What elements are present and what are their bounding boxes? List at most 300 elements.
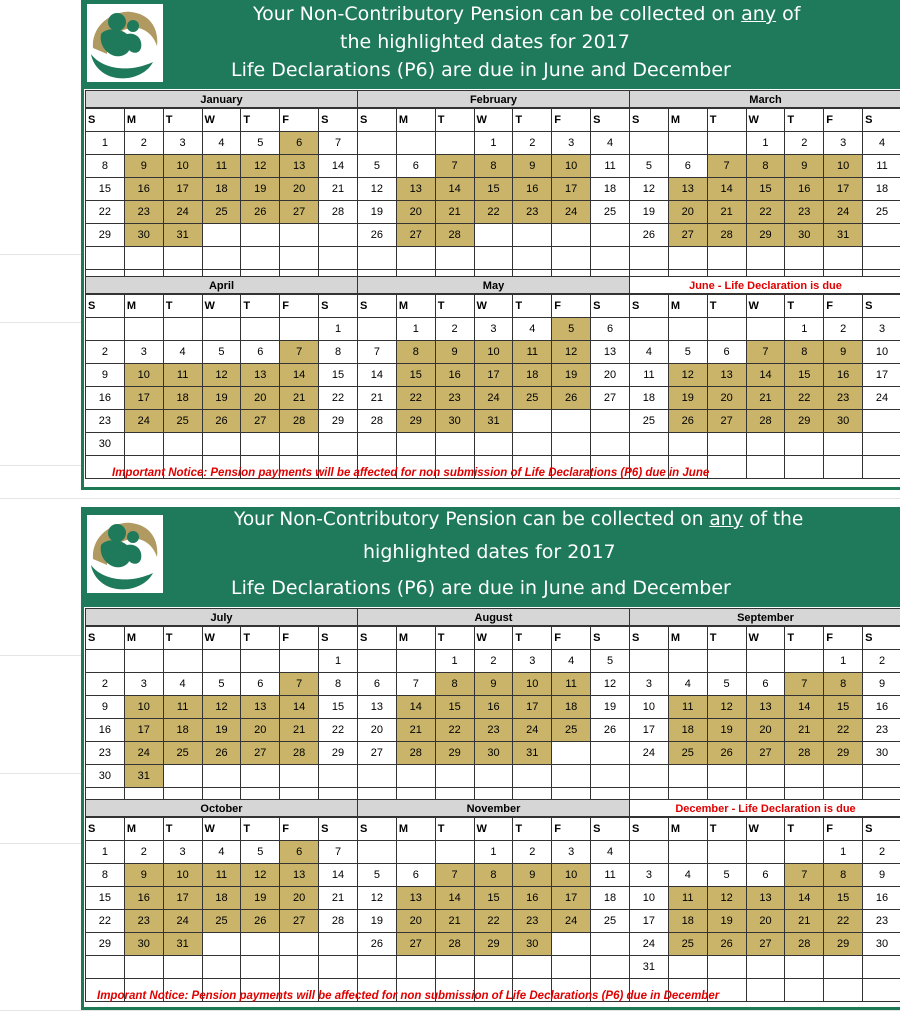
day-cell: 20 xyxy=(280,887,319,910)
day-cell: 23 xyxy=(824,387,863,410)
day-cell: 16 xyxy=(513,178,552,201)
weekday-header: W xyxy=(202,818,241,841)
day-cell: 6 xyxy=(241,673,280,696)
day-cell: 6 xyxy=(396,155,435,178)
day-cell: 2 xyxy=(513,132,552,155)
calendar-panel-2 xyxy=(81,607,900,1010)
day-cell: 17 xyxy=(474,364,513,387)
banner-title-2-line3: Life Declarations (P6) are due in June and December xyxy=(231,577,731,599)
weekday-header: T xyxy=(435,818,474,841)
month-calendar xyxy=(357,276,630,479)
day-cell: 18 xyxy=(668,910,707,933)
day-cell: 30 xyxy=(435,410,474,433)
day-cell: 6 xyxy=(591,318,630,341)
day-cell: 8 xyxy=(746,155,785,178)
day-cell: 26 xyxy=(241,910,280,933)
day-cell: 31 xyxy=(474,410,513,433)
day-cell: 5 xyxy=(552,318,591,341)
day-cell: 14 xyxy=(280,696,319,719)
day-cell: 15 xyxy=(746,178,785,201)
day-cell: 8 xyxy=(474,155,513,178)
day-cell: 21 xyxy=(435,910,474,933)
day-cell: 14 xyxy=(746,364,785,387)
day-cell: 26 xyxy=(552,387,591,410)
weekday-header: T xyxy=(707,295,746,318)
day-cell: 15 xyxy=(319,696,358,719)
day-cell xyxy=(202,956,241,979)
month-calendar xyxy=(85,90,358,293)
day-cell: 14 xyxy=(435,178,474,201)
day-cell: 5 xyxy=(202,341,241,364)
day-cell: 25 xyxy=(863,201,900,224)
day-cell xyxy=(241,956,280,979)
day-cell: 1 xyxy=(319,650,358,673)
day-cell xyxy=(435,765,474,788)
day-cell: 20 xyxy=(241,387,280,410)
month-title: July xyxy=(85,608,358,626)
day-cell xyxy=(358,132,397,155)
day-cell: 29 xyxy=(746,224,785,247)
weekday-header: M xyxy=(668,818,707,841)
day-cell: 4 xyxy=(163,341,202,364)
day-cell: 11 xyxy=(591,864,630,887)
day-cell xyxy=(202,318,241,341)
day-cell: 10 xyxy=(630,887,669,910)
day-cell: 28 xyxy=(746,410,785,433)
day-cell xyxy=(785,247,824,270)
day-cell: 3 xyxy=(824,132,863,155)
day-cell: 4 xyxy=(202,132,241,155)
day-cell: 7 xyxy=(435,864,474,887)
day-cell: 18 xyxy=(163,719,202,742)
banner-title-2b: of the xyxy=(743,509,804,530)
day-cell: 21 xyxy=(280,387,319,410)
month-title: April xyxy=(85,276,358,294)
day-cell: 23 xyxy=(513,910,552,933)
month-calendar xyxy=(629,799,900,1002)
day-cell: 18 xyxy=(513,364,552,387)
weekday-header: M xyxy=(124,109,163,132)
day-cell xyxy=(591,224,630,247)
day-cell: 6 xyxy=(746,673,785,696)
day-cell: 2 xyxy=(86,673,125,696)
day-cell: 4 xyxy=(552,650,591,673)
day-cell: 14 xyxy=(785,887,824,910)
day-cell: 27 xyxy=(358,742,397,765)
weekday-header: W xyxy=(746,627,785,650)
weekday-header: S xyxy=(319,818,358,841)
day-cell: 7 xyxy=(707,155,746,178)
day-cell: 27 xyxy=(241,742,280,765)
weekday-header: M xyxy=(668,295,707,318)
day-cell: 19 xyxy=(591,696,630,719)
day-cell xyxy=(746,650,785,673)
day-cell: 29 xyxy=(86,224,125,247)
day-cell: 16 xyxy=(124,887,163,910)
weekday-header: W xyxy=(202,627,241,650)
banner-title-2a: Your Non-Contributory Pension can be collected on xyxy=(234,509,710,530)
day-cell: 29 xyxy=(824,742,863,765)
day-cell: 9 xyxy=(513,155,552,178)
day-cell: 25 xyxy=(163,742,202,765)
day-cell xyxy=(863,956,900,979)
day-cell xyxy=(668,132,707,155)
banner-title-1-line2: the highlighted dates for 2017 xyxy=(340,31,630,53)
day-cell: 7 xyxy=(280,673,319,696)
month-title: September xyxy=(629,608,900,626)
day-cell xyxy=(785,650,824,673)
day-cell: 23 xyxy=(86,410,125,433)
weekday-header: W xyxy=(474,818,513,841)
day-cell: 17 xyxy=(863,364,900,387)
day-cell: 5 xyxy=(591,650,630,673)
day-cell xyxy=(241,224,280,247)
day-cell xyxy=(474,765,513,788)
weekday-header: F xyxy=(280,818,319,841)
day-cell xyxy=(668,956,707,979)
day-cell xyxy=(668,650,707,673)
weekday-header: S xyxy=(86,109,125,132)
day-cell xyxy=(358,765,397,788)
weekday-header: W xyxy=(746,109,785,132)
day-cell xyxy=(280,956,319,979)
day-cell: 9 xyxy=(824,341,863,364)
day-cell: 3 xyxy=(630,864,669,887)
day-cell: 16 xyxy=(824,364,863,387)
weekday-header: S xyxy=(630,109,669,132)
day-cell: 11 xyxy=(513,341,552,364)
weekday-header: F xyxy=(824,627,863,650)
month-title: October xyxy=(85,799,358,817)
day-cell xyxy=(280,247,319,270)
day-cell xyxy=(202,247,241,270)
day-cell: 21 xyxy=(707,201,746,224)
day-cell: 2 xyxy=(785,132,824,155)
day-cell: 24 xyxy=(474,387,513,410)
weekday-header: W xyxy=(202,295,241,318)
day-cell: 17 xyxy=(552,887,591,910)
day-cell: 8 xyxy=(86,155,125,178)
day-cell: 6 xyxy=(707,341,746,364)
day-cell: 30 xyxy=(124,933,163,956)
weekday-header: W xyxy=(474,627,513,650)
day-cell xyxy=(785,841,824,864)
weekday-header: T xyxy=(513,818,552,841)
day-cell: 8 xyxy=(435,673,474,696)
day-cell: 24 xyxy=(124,410,163,433)
day-cell: 18 xyxy=(863,178,900,201)
day-cell: 26 xyxy=(630,224,669,247)
month-calendar xyxy=(629,608,900,811)
day-cell: 14 xyxy=(280,364,319,387)
day-cell: 26 xyxy=(241,201,280,224)
day-cell: 25 xyxy=(630,410,669,433)
day-cell: 15 xyxy=(824,696,863,719)
day-cell: 19 xyxy=(358,910,397,933)
weekday-header: W xyxy=(474,109,513,132)
day-cell xyxy=(863,765,900,788)
day-cell xyxy=(163,956,202,979)
day-cell: 2 xyxy=(513,841,552,864)
day-cell: 26 xyxy=(707,742,746,765)
day-cell: 13 xyxy=(707,364,746,387)
day-cell: 3 xyxy=(552,132,591,155)
day-cell: 30 xyxy=(474,742,513,765)
day-cell: 10 xyxy=(124,696,163,719)
day-cell: 17 xyxy=(552,178,591,201)
day-cell xyxy=(746,318,785,341)
day-cell xyxy=(202,650,241,673)
day-cell: 29 xyxy=(86,933,125,956)
day-cell xyxy=(707,318,746,341)
day-cell: 20 xyxy=(358,719,397,742)
day-cell: 27 xyxy=(746,933,785,956)
day-cell: 10 xyxy=(474,341,513,364)
day-cell: 25 xyxy=(591,201,630,224)
day-cell: 20 xyxy=(241,719,280,742)
day-cell: 16 xyxy=(435,364,474,387)
day-cell: 24 xyxy=(552,910,591,933)
day-cell: 16 xyxy=(124,178,163,201)
day-cell xyxy=(435,956,474,979)
day-cell: 28 xyxy=(785,742,824,765)
day-cell xyxy=(241,650,280,673)
day-cell: 8 xyxy=(86,864,125,887)
day-cell: 28 xyxy=(435,933,474,956)
day-cell: 31 xyxy=(630,956,669,979)
day-cell: 4 xyxy=(513,318,552,341)
day-cell: 2 xyxy=(124,132,163,155)
day-cell: 28 xyxy=(280,742,319,765)
day-cell: 7 xyxy=(785,864,824,887)
day-cell: 16 xyxy=(863,696,900,719)
day-cell: 5 xyxy=(707,864,746,887)
day-cell: 21 xyxy=(319,887,358,910)
weekday-header: T xyxy=(785,818,824,841)
day-cell: 22 xyxy=(396,387,435,410)
day-cell: 17 xyxy=(124,387,163,410)
day-cell xyxy=(396,841,435,864)
day-cell xyxy=(630,841,669,864)
day-cell: 29 xyxy=(319,410,358,433)
day-cell xyxy=(785,433,824,456)
day-cell: 27 xyxy=(668,224,707,247)
day-cell: 6 xyxy=(668,155,707,178)
day-cell: 14 xyxy=(707,178,746,201)
day-cell: 18 xyxy=(202,887,241,910)
day-cell: 25 xyxy=(668,933,707,956)
day-cell: 11 xyxy=(552,673,591,696)
day-cell: 4 xyxy=(591,132,630,155)
weekday-header: S xyxy=(86,295,125,318)
weekday-header: T xyxy=(785,295,824,318)
day-cell xyxy=(630,433,669,456)
day-cell: 1 xyxy=(86,132,125,155)
day-cell xyxy=(124,247,163,270)
day-cell xyxy=(124,318,163,341)
day-cell: 20 xyxy=(280,178,319,201)
weekday-header: M xyxy=(396,295,435,318)
day-cell: 25 xyxy=(202,201,241,224)
day-cell xyxy=(668,765,707,788)
day-cell: 26 xyxy=(358,224,397,247)
day-cell: 12 xyxy=(241,864,280,887)
day-cell: 3 xyxy=(513,650,552,673)
weekday-header: S xyxy=(319,295,358,318)
day-cell: 19 xyxy=(358,201,397,224)
header-banner-2 xyxy=(81,507,900,607)
day-cell: 24 xyxy=(630,742,669,765)
day-cell: 13 xyxy=(668,178,707,201)
day-cell: 21 xyxy=(280,719,319,742)
day-cell xyxy=(280,933,319,956)
day-cell: 21 xyxy=(746,387,785,410)
day-cell: 4 xyxy=(668,673,707,696)
day-cell: 17 xyxy=(630,719,669,742)
day-cell: 4 xyxy=(202,841,241,864)
banner-title-1b: of xyxy=(776,3,801,25)
day-cell xyxy=(630,318,669,341)
day-cell: 2 xyxy=(435,318,474,341)
day-cell: 15 xyxy=(785,364,824,387)
day-cell: 10 xyxy=(863,341,900,364)
day-cell: 27 xyxy=(707,410,746,433)
weekday-header: S xyxy=(591,295,630,318)
day-cell: 3 xyxy=(630,673,669,696)
day-cell xyxy=(746,765,785,788)
weekday-header: S xyxy=(319,627,358,650)
day-cell: 10 xyxy=(163,864,202,887)
day-cell: 13 xyxy=(591,341,630,364)
day-cell: 23 xyxy=(863,719,900,742)
day-cell xyxy=(124,956,163,979)
day-cell xyxy=(435,132,474,155)
day-cell xyxy=(707,841,746,864)
month-title: November xyxy=(357,799,630,817)
day-cell: 28 xyxy=(396,742,435,765)
day-cell xyxy=(591,433,630,456)
day-cell: 30 xyxy=(124,224,163,247)
weekday-header: T xyxy=(707,109,746,132)
day-cell: 26 xyxy=(202,742,241,765)
day-cell: 25 xyxy=(668,742,707,765)
weekday-header: F xyxy=(824,295,863,318)
day-cell xyxy=(552,410,591,433)
day-cell xyxy=(863,456,900,479)
day-cell xyxy=(435,247,474,270)
day-cell: 4 xyxy=(630,341,669,364)
day-cell: 24 xyxy=(163,201,202,224)
day-cell xyxy=(319,933,358,956)
weekday-header: W xyxy=(474,295,513,318)
weekday-header: M xyxy=(124,295,163,318)
day-cell: 12 xyxy=(707,696,746,719)
weekday-header: M xyxy=(124,627,163,650)
day-cell xyxy=(513,410,552,433)
day-cell: 24 xyxy=(124,742,163,765)
day-cell: 20 xyxy=(396,201,435,224)
day-cell: 10 xyxy=(552,155,591,178)
banner-title-1-line3: Life Declarations (P6) are due in June and December xyxy=(231,59,731,81)
day-cell xyxy=(202,224,241,247)
weekday-header: W xyxy=(746,295,785,318)
weekday-header: S xyxy=(863,818,900,841)
weekday-header: M xyxy=(124,818,163,841)
day-cell: 18 xyxy=(591,887,630,910)
day-cell: 31 xyxy=(163,224,202,247)
day-cell: 6 xyxy=(358,673,397,696)
day-cell xyxy=(163,318,202,341)
weekday-header: T xyxy=(513,109,552,132)
day-cell: 22 xyxy=(319,387,358,410)
day-cell xyxy=(396,247,435,270)
day-cell: 30 xyxy=(863,742,900,765)
day-cell: 24 xyxy=(630,933,669,956)
weekday-header: S xyxy=(358,818,397,841)
day-cell: 12 xyxy=(241,155,280,178)
day-cell: 17 xyxy=(163,887,202,910)
day-cell: 25 xyxy=(591,910,630,933)
day-cell: 26 xyxy=(202,410,241,433)
day-cell xyxy=(707,956,746,979)
day-cell: 19 xyxy=(630,201,669,224)
day-cell: 21 xyxy=(319,178,358,201)
day-cell: 9 xyxy=(863,673,900,696)
day-cell xyxy=(746,247,785,270)
weekday-header: S xyxy=(630,627,669,650)
day-cell: 20 xyxy=(591,364,630,387)
day-cell: 21 xyxy=(358,387,397,410)
day-cell: 6 xyxy=(280,841,319,864)
day-cell: 5 xyxy=(668,341,707,364)
day-cell: 11 xyxy=(668,696,707,719)
day-cell: 27 xyxy=(241,410,280,433)
day-cell xyxy=(241,933,280,956)
month-title: January xyxy=(85,90,358,108)
month-calendar xyxy=(85,799,358,1002)
day-cell: 7 xyxy=(319,132,358,155)
weekday-header: T xyxy=(241,295,280,318)
day-cell: 22 xyxy=(86,910,125,933)
day-cell: 19 xyxy=(202,719,241,742)
weekday-header: F xyxy=(280,627,319,650)
day-cell xyxy=(552,433,591,456)
day-cell: 20 xyxy=(746,910,785,933)
day-cell: 20 xyxy=(746,719,785,742)
day-cell xyxy=(358,318,397,341)
day-cell: 3 xyxy=(163,132,202,155)
weekday-header: T xyxy=(163,295,202,318)
day-cell: 10 xyxy=(124,364,163,387)
weekday-header: F xyxy=(280,295,319,318)
day-cell: 13 xyxy=(241,696,280,719)
day-cell xyxy=(824,247,863,270)
day-cell xyxy=(280,224,319,247)
day-cell: 6 xyxy=(280,132,319,155)
day-cell: 18 xyxy=(163,387,202,410)
month-title: February xyxy=(357,90,630,108)
day-cell: 7 xyxy=(435,155,474,178)
day-cell xyxy=(863,224,900,247)
weekday-header: T xyxy=(241,109,280,132)
header-banner-1 xyxy=(81,0,900,89)
day-cell: 28 xyxy=(358,410,397,433)
day-cell: 2 xyxy=(824,318,863,341)
day-cell xyxy=(785,979,824,1002)
day-cell: 26 xyxy=(358,933,397,956)
day-cell xyxy=(280,318,319,341)
day-cell xyxy=(396,650,435,673)
